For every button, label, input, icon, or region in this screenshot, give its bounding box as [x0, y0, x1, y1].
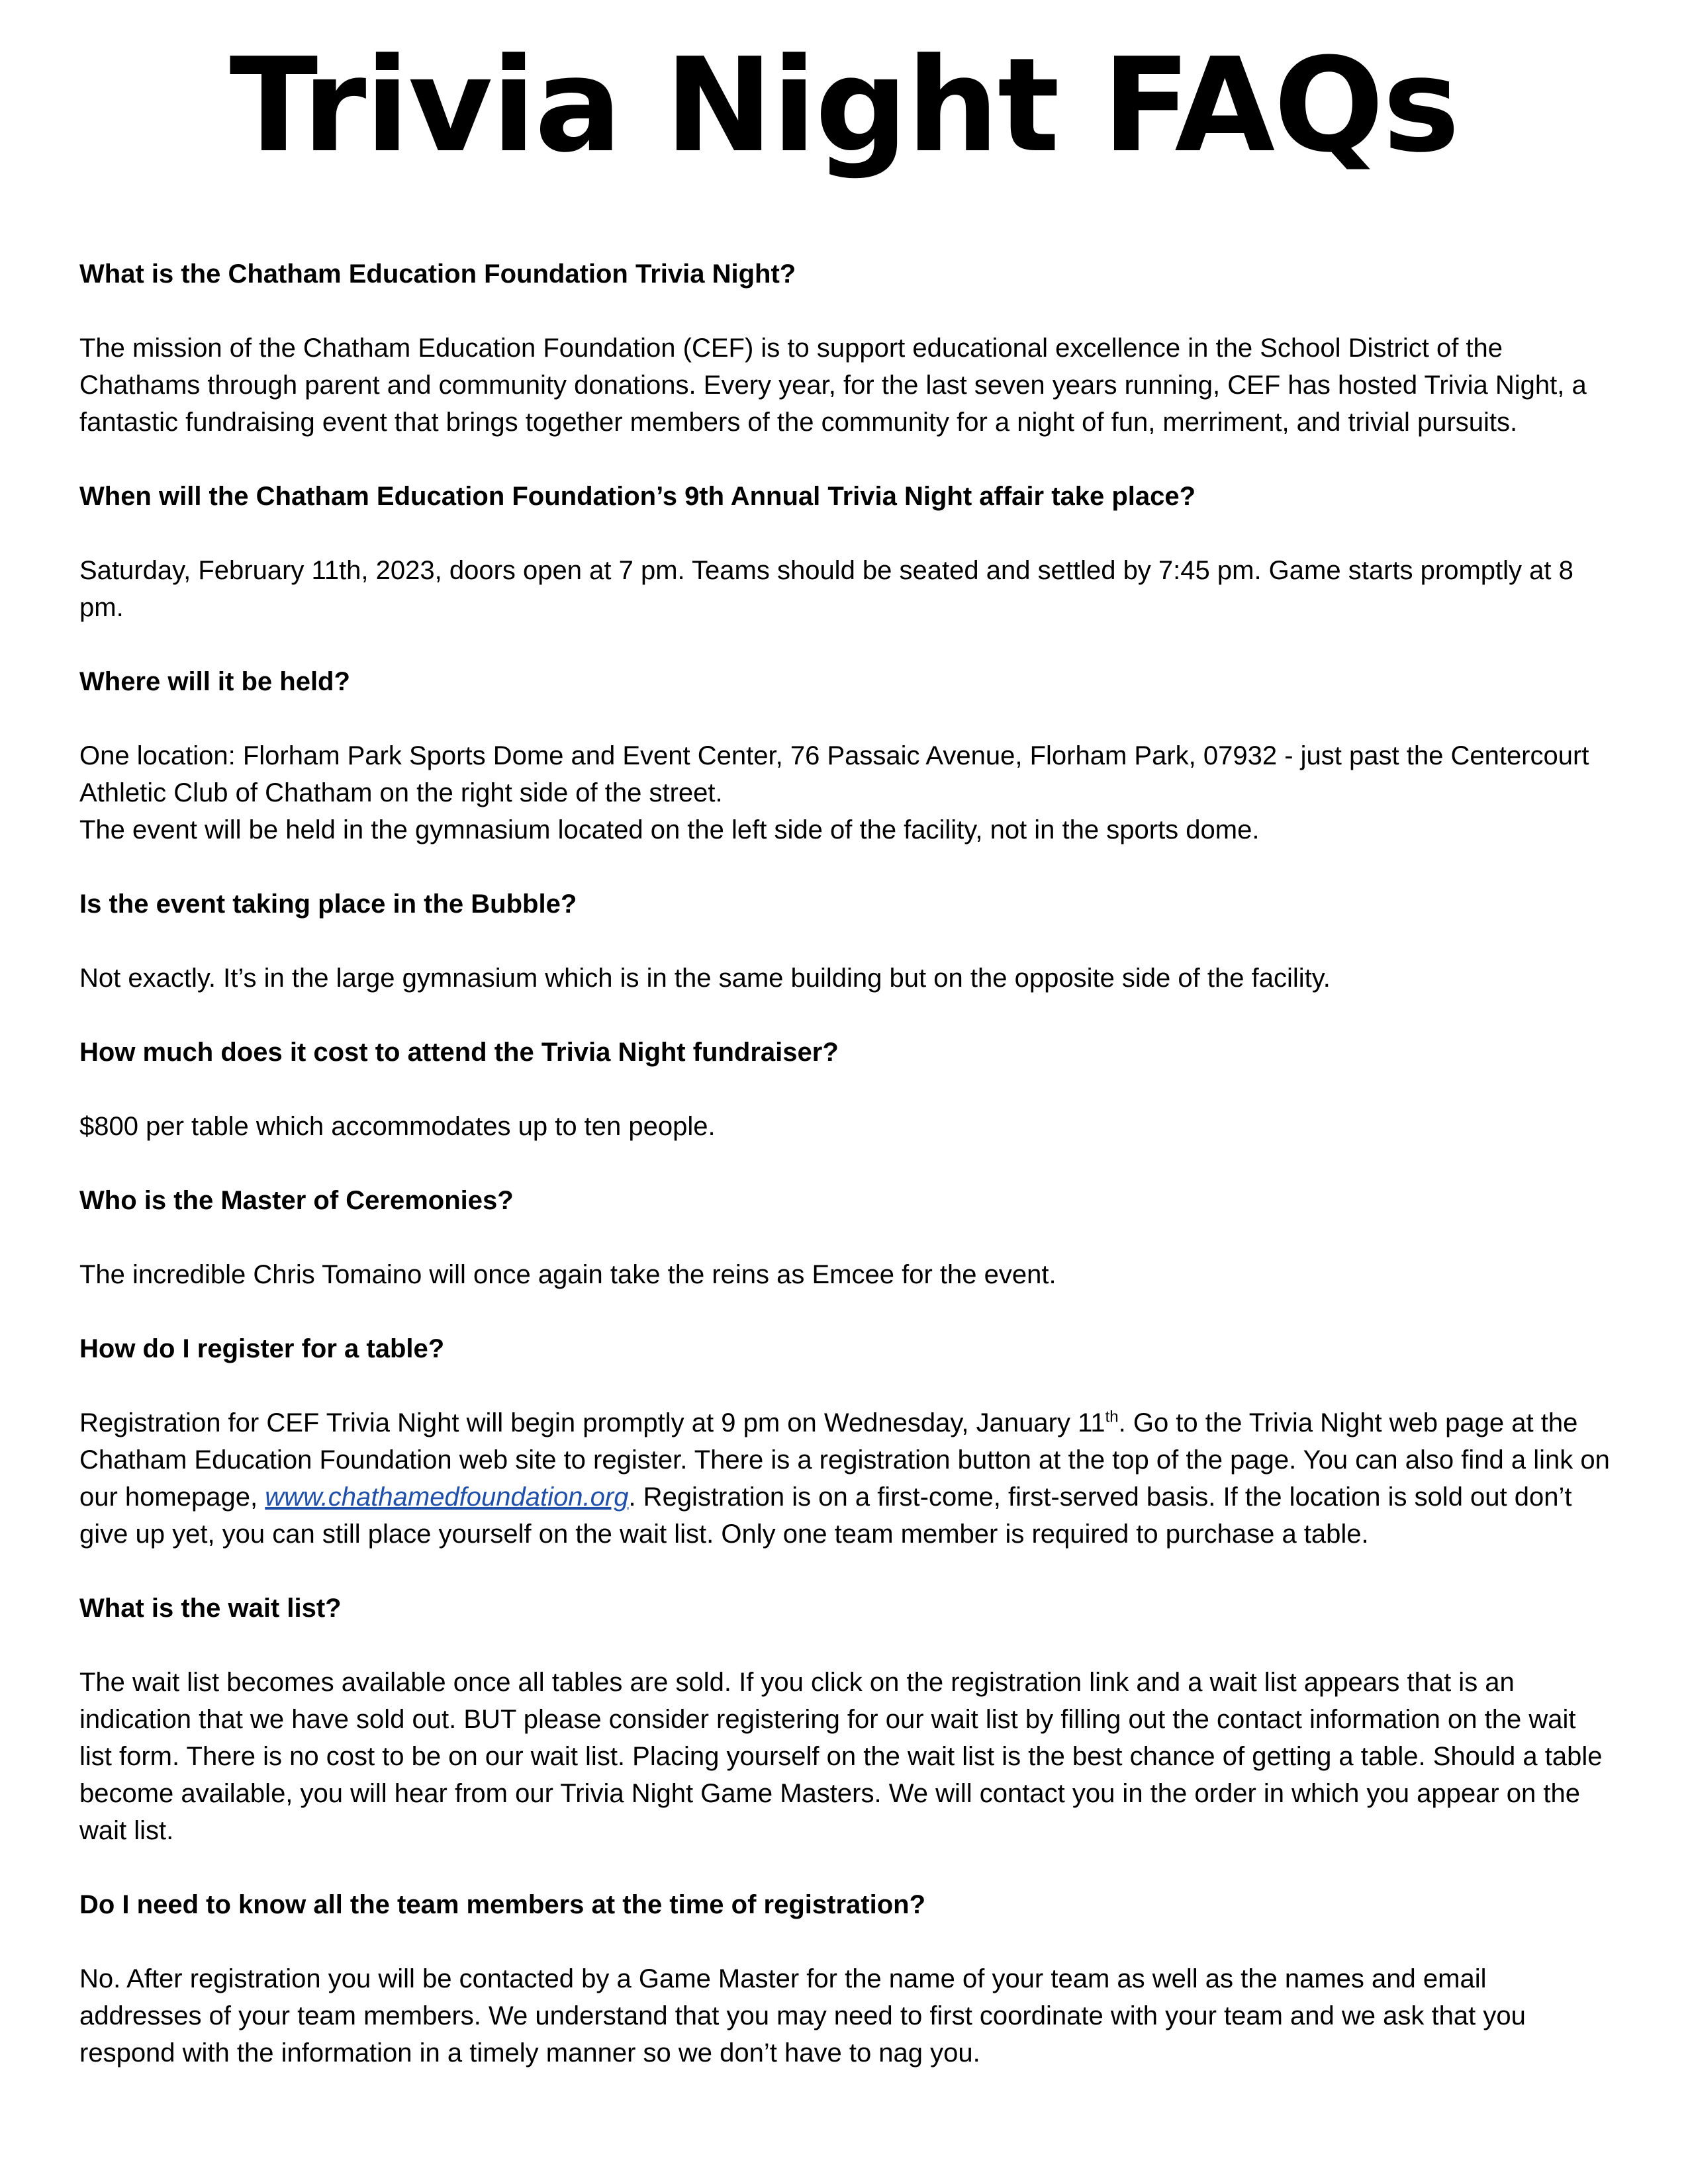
faq-answer-line: One location: Florham Park Sports Dome and Event Center, 76 Passaic Avenue, Florham Park, 07932 - just past the Centercourt Athletic Club of Chatham on the right side of the street.: [79, 741, 1589, 807]
faq-answer-text: Registration for CEF Trivia Night will begin promptly at 9 pm on Wednesday, January 11: [79, 1408, 1105, 1437]
faq-list: [79, 255, 1615, 2109]
page-title: Trivia Night FAQs: [229, 30, 1459, 181]
faq-answer-text: . Go to the Trivia Night web page at the Chatham Education Foundation web site to register. There is a registration button at the top of the page. You can also find a link on our homepage,: [79, 1408, 1610, 1512]
faq-answer: The mission of the Chatham Education Foundation (CEF) is to support educational excellence in the School District of the Chathams through parent and community donations. Every year, for the last seven years running, CEF has hosted Trivia Night, a fantastic fundraising event that brings together members of the community for a night of fun, merriment, and trivial pursuits.: [79, 334, 1587, 437]
faq-question: Where will it be held?: [79, 667, 350, 696]
faq-answer: The wait list becomes available once all tables are sold. If you click on the registration link and a wait list appears that is an indication that we have sold out. BUT please consider registering for our wait list by filling out the contact information on the wait list form. There is no cost to be on our wait list. Placing yourself on the wait list is the best chance of getting a table. Should a table become available, you will hear from our Trivia Night Game Masters. We will contact you in the order in which you appear on the wait list.: [79, 1668, 1603, 1845]
faq-question: How much does it cost to attend the Trivia Night fundraiser?: [79, 1038, 839, 1067]
faq-question: Do I need to know all the team members at the time of registration?: [79, 1890, 926, 1919]
faq-question: When will the Chatham Education Foundation’s 9th Annual Trivia Night affair take place?: [79, 482, 1196, 511]
faq-question: What is the wait list?: [79, 1594, 342, 1623]
faq-answer: The incredible Chris Tomaino will once again take the reins as Emcee for the event.: [79, 1260, 1056, 1289]
faq-answer-line: The event will be held in the gymnasium located on the left side of the facility, not in the sports dome.: [79, 815, 1260, 844]
faq-answer: [79, 737, 1615, 848]
faq-answer: Not exactly. It’s in the large gymnasium which is in the same building but on the opposite side of the facility.: [79, 964, 1331, 993]
faq-answer: [79, 1404, 1615, 1553]
faq-question: What is the Chatham Education Foundation Trivia Night?: [79, 259, 796, 289]
faq-answer: No. After registration you will be contacted by a Game Master for the name of your team as well as the names and email addresses of your team members. We understand that you may need to first coordinate with your team and we ask that you respond with the information in a timely manner so we don’t have to nag you.: [79, 1964, 1526, 2068]
faq-answer-text: . Registration is on a first-come, first-served basis. If the location is sold out don’t give up yet, you can still place yourself on the wait list. Only one team member is required to purchase a table.: [79, 1482, 1572, 1549]
faq-question: Who is the Master of Ceremonies?: [79, 1186, 514, 1215]
faq-answer: $800 per table which accommodates up to ten people.: [79, 1112, 716, 1141]
foundation-homepage-link[interactable]: www.chathamedfoundation.org: [265, 1482, 629, 1512]
faq-question: Is the event taking place in the Bubble?: [79, 889, 577, 919]
ordinal-suffix: th: [1105, 1408, 1119, 1426]
faq-answer: Saturday, February 11th, 2023, doors open at 7 pm. Teams should be seated and settled by 7:45 pm. Game starts promptly at 8 pm.: [79, 556, 1573, 622]
faq-question: How do I register for a table?: [79, 1334, 445, 1363]
